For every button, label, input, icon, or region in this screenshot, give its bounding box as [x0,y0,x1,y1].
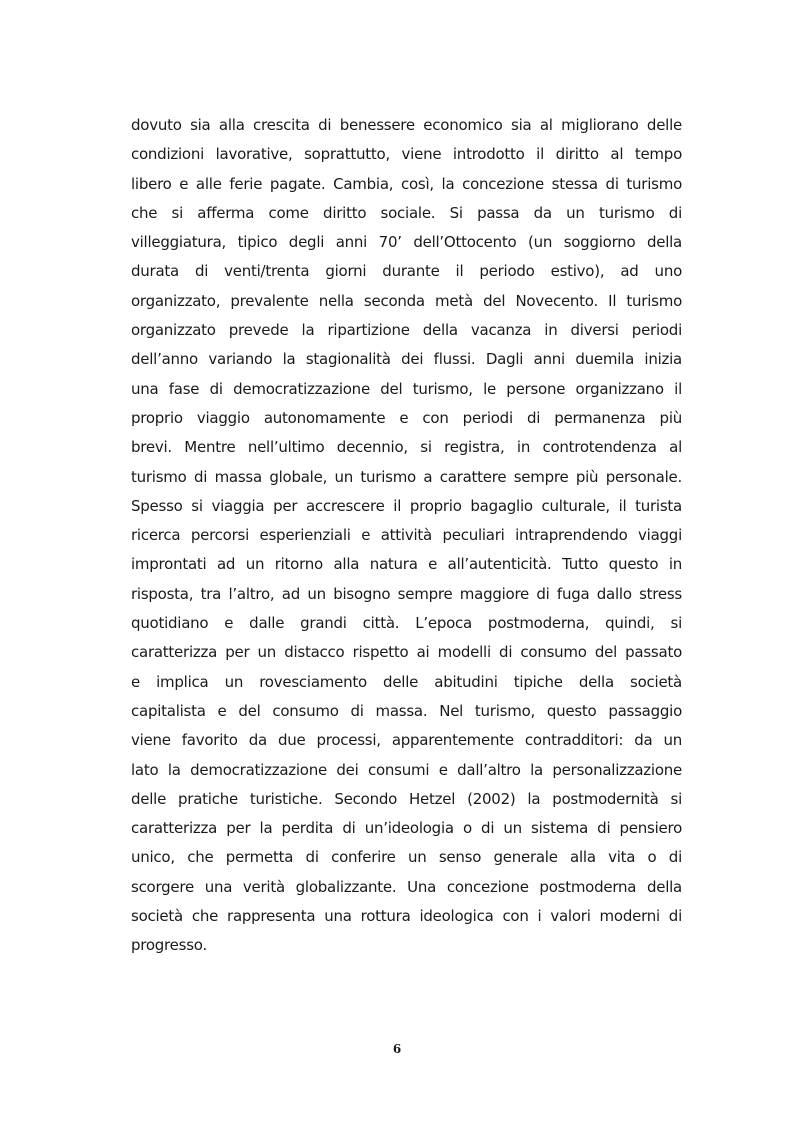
text-line: condizioni lavorative, soprattutto, viene introdotto il diritto al tempo [131,145,682,164]
text-line: organizzato, prevalente nella seconda metà del Novecento. Il turismo [131,291,682,310]
text-line: villeggiatura, tipico degli anni 70’ dell’Ottocento (un soggiorno della [131,233,682,252]
text-line: ricerca percorsi esperienziali e attività peculiari intraprendendo viaggi [131,526,682,545]
text-line: unico, che permetta di conferire un senso generale alla vita o di [131,848,682,867]
text-line: brevi. Mentre nell’ultimo decennio, si registra, in controtendenza al [131,438,682,457]
text-line: che si afferma come diritto sociale. Si passa da un turismo di [131,203,682,222]
text-line: improntati ad un ritorno alla natura e all’autenticità. Tutto questo in [131,555,682,574]
text-line: dell’anno variando la stagionalità dei flussi. Dagli anni duemila inizia [131,350,682,369]
text-line: quotidiano e dalle grandi città. L’epoca postmoderna, quindi, si [131,614,682,633]
text-line: dovuto sia alla crescita di benessere economico sia al migliorano delle [131,116,682,134]
text-line: scorgere una verità globalizzante. Una concezione postmoderna della [131,877,682,896]
body-paragraph [131,111,682,961]
text-line: capitalista e del consumo di massa. Nel turismo, questo passaggio [131,701,682,720]
text-line: proprio viaggio autonomamente e con periodi di permanenza più [131,408,682,427]
text-line: delle pratiche turistiche. Secondo Hetzel (2002) la postmodernità si [131,789,682,808]
text-line: e implica un rovesciamento delle abitudini tipiche della società [131,672,682,691]
text-line: lato la democratizzazione dei consumi e dall’altro la personalizzazione [131,760,682,779]
text-line: libero e alle ferie pagate. Cambia, così, la concezione stessa di turismo [131,174,682,193]
text-line: società che rappresenta una rottura ideologica con i valori moderni di [131,907,682,926]
text-line: risposta, tra l’altro, ad un bisogno sempre maggiore di fuga dallo stress [131,584,682,603]
text-line: caratterizza per la perdita di un’ideologia o di un sistema di pensiero [131,819,682,838]
text-line: durata di venti/trenta giorni durante il periodo estivo), ad uno [131,262,682,281]
text-line: caratterizza per un distacco rispetto ai modelli di consumo del passato [131,643,682,662]
text-line: Spesso si viaggia per accrescere il proprio bagaglio culturale, il turista [131,496,682,515]
text-line: turismo di massa globale, un turismo a carattere sempre più personale. [131,467,682,486]
text-line: progresso. [131,936,207,955]
text-line: una fase di democratizzazione del turismo, le persone organizzano il [131,379,682,398]
page-number: 6 [392,1042,402,1056]
text-line: viene favorito da due processi, apparentemente contradditori: da un [131,731,682,750]
text-line: organizzato prevede la ripartizione della vacanza in diversi periodi [131,321,682,340]
